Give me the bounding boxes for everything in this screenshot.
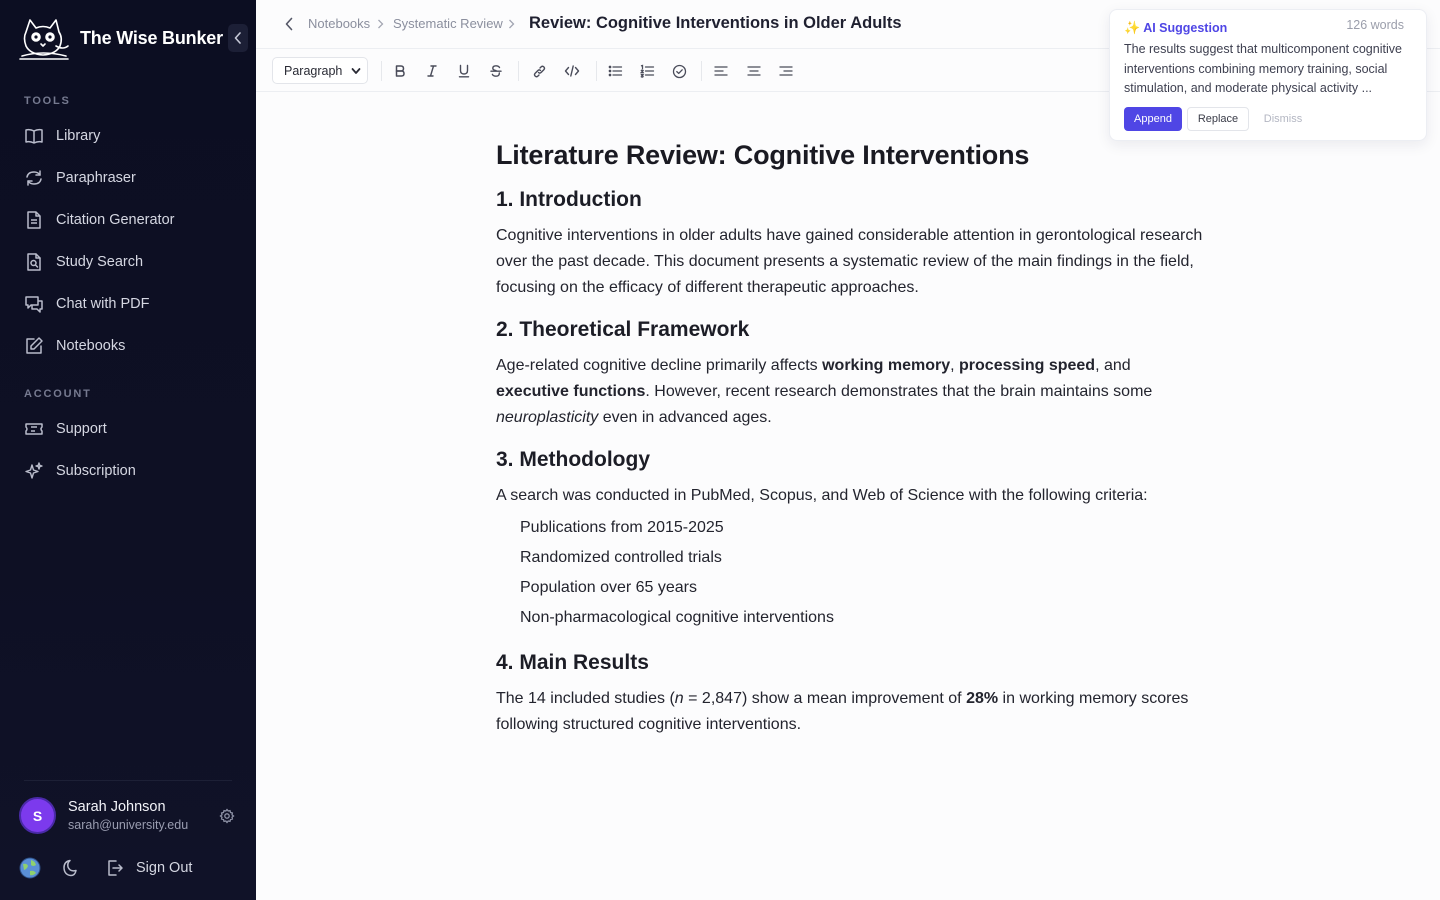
text-run: The 14 included studies ( — [496, 690, 675, 707]
sign-out-button[interactable] — [106, 857, 192, 879]
bullet-list-icon — [608, 64, 623, 78]
sparkles-icon: ✨ — [1124, 20, 1141, 35]
code-icon — [564, 64, 580, 78]
section-paragraph — [496, 353, 1206, 431]
section-heading: 1. Introduction — [496, 188, 642, 211]
block-type-select[interactable] — [272, 57, 368, 84]
gear-icon[interactable] — [219, 808, 235, 824]
sidebar-item-label: Support — [56, 421, 107, 437]
list-item: Non-pharmacological cognitive interventions — [520, 609, 834, 626]
user-email: sarah@university.edu — [68, 818, 189, 832]
file-search-icon — [24, 252, 44, 272]
append-button[interactable]: Append — [1124, 107, 1182, 131]
bold-text: processing speed — [959, 357, 1096, 374]
book-icon — [24, 126, 44, 146]
section-heading: 4. Main Results — [496, 651, 649, 674]
sidebar-item-paraphraser[interactable] — [16, 160, 240, 196]
italic-button[interactable] — [421, 60, 443, 82]
sidebar-item-chat-with-pdf[interactable] — [16, 286, 240, 322]
ai-suggestion-title: AI Suggestion — [1143, 21, 1228, 35]
section-paragraph — [496, 686, 1206, 738]
sidebar-item-label: Library — [56, 128, 101, 144]
edit-icon — [24, 336, 44, 356]
back-button[interactable] — [280, 14, 298, 34]
text-run: Age-related cognitive decline primarily affects — [496, 357, 823, 374]
section-heading: 3. Methodology — [496, 448, 650, 471]
list-item: Population over 65 years — [520, 579, 697, 596]
task-list-button[interactable] — [668, 60, 690, 82]
user-profile[interactable] — [19, 797, 239, 835]
toolbar-divider — [596, 61, 597, 81]
sidebar-item-citation-generator[interactable] — [16, 202, 240, 238]
align-left-icon — [714, 65, 728, 77]
sign-out-label: Sign Out — [136, 860, 193, 876]
text-run: , and — [1095, 357, 1131, 374]
sidebar — [0, 0, 256, 900]
sidebar-item-label: Study Search — [56, 254, 144, 270]
chevron-down-icon — [351, 66, 361, 76]
align-center-button[interactable] — [743, 60, 765, 82]
sidebar-item-label: Citation Generator — [56, 212, 175, 228]
text-run: = 2,847) show a mean improvement of — [683, 690, 967, 707]
sidebar-item-label: Chat with PDF — [56, 296, 150, 312]
list-item: Publications from 2015-2025 — [520, 519, 724, 536]
ticket-icon — [24, 419, 44, 439]
sidebar-item-support[interactable] — [16, 411, 240, 447]
replace-button[interactable]: Replace — [1187, 107, 1249, 131]
chat-icon — [24, 294, 44, 314]
ai-suggestion-text: The results suggest that multicomponent cognitive interventions combining memory training, social stimulation, and moderate physical activity ... — [1124, 42, 1402, 95]
check-circle-icon — [672, 64, 687, 79]
dismiss-button[interactable]: Dismiss — [1263, 113, 1303, 125]
bold-text: working memory — [822, 357, 951, 374]
numbered-list-button[interactable] — [636, 60, 658, 82]
avatar: S — [19, 797, 56, 834]
account-section-label: ACCOUNT — [24, 388, 92, 400]
list-item: Randomized controlled trials — [520, 549, 722, 566]
sparkles-icon — [24, 461, 44, 481]
sidebar-item-subscription[interactable] — [16, 453, 240, 489]
sidebar-item-label: Notebooks — [56, 338, 126, 354]
logout-icon — [106, 859, 124, 877]
section-paragraph: Cognitive interventions in older adults have gained considerable attention in gerontological research over the past decade. This document presents a systematic review of the main findings in the field, focusing on the efficacy of different therapeutic approaches. — [496, 227, 1203, 296]
refresh-icon — [24, 168, 44, 188]
chevron-left-icon — [284, 17, 294, 31]
text-run: in working memory scores following structured cognitive interventions. — [496, 690, 1189, 733]
strikethrough-button[interactable] — [485, 60, 507, 82]
sidebar-item-label: Subscription — [56, 463, 136, 479]
bold-button[interactable] — [389, 60, 411, 82]
align-right-button[interactable] — [775, 60, 797, 82]
brand[interactable] — [16, 16, 223, 60]
sidebar-item-study-search[interactable] — [16, 244, 240, 280]
bold-text: executive functions — [496, 383, 646, 400]
strikethrough-icon — [489, 64, 503, 78]
document-editor[interactable] — [496, 138, 1206, 753]
italic-text: n — [674, 690, 684, 707]
page-title: Review: Cognitive Interventions in Older Adults — [529, 14, 902, 32]
align-right-icon — [779, 65, 793, 77]
breadcrumb-notebooks[interactable]: Notebooks — [308, 16, 371, 31]
moon-icon[interactable] — [61, 858, 81, 878]
chevron-right-icon — [505, 16, 517, 32]
sidebar-item-label: Paraphraser — [56, 170, 136, 186]
section-paragraph: A search was conducted in PubMed, Scopus, and Web of Science with the following criteria: — [496, 487, 1148, 504]
sidebar-item-notebooks[interactable] — [16, 328, 240, 364]
app-name: The Wise Bunker — [80, 27, 223, 48]
text-run: . However, recent research demonstrates that the brain maintains some — [645, 383, 1153, 400]
italic-icon — [425, 64, 439, 78]
sidebar-footer — [19, 856, 239, 880]
bold-icon — [393, 64, 407, 78]
toolbar-divider — [701, 61, 702, 81]
bullet-list-button[interactable] — [604, 60, 626, 82]
link-icon — [532, 64, 547, 79]
toolbar-divider — [381, 61, 382, 81]
block-type-value: Paragraph — [284, 63, 343, 78]
wise-cat-logo-icon — [16, 16, 70, 60]
tools-section-label: TOOLS — [24, 95, 71, 107]
document-title: Literature Review: Cognitive Interventions — [496, 140, 1030, 170]
section-heading: 2. Theoretical Framework — [496, 318, 750, 341]
criteria-list — [520, 513, 1206, 633]
underline-icon — [457, 64, 471, 78]
globe-icon[interactable] — [19, 857, 41, 879]
ai-suggestion-header — [1124, 20, 1227, 36]
chevron-right-icon — [374, 16, 386, 32]
user-name: Sarah Johnson — [68, 799, 166, 815]
document-icon — [24, 210, 44, 230]
text-run: even in advanced ages. — [598, 409, 772, 426]
chevron-left-icon — [233, 32, 243, 44]
numbered-list-icon — [640, 64, 655, 78]
link-button[interactable] — [528, 60, 550, 82]
breadcrumb-systematic-review[interactable]: Systematic Review — [393, 16, 503, 31]
align-left-button[interactable] — [710, 60, 732, 82]
sidebar-item-library[interactable] — [16, 118, 240, 154]
collapse-sidebar-button[interactable] — [228, 24, 248, 52]
text-run: , — [950, 357, 960, 374]
underline-button[interactable] — [453, 60, 475, 82]
toolbar-divider — [518, 61, 519, 81]
sidebar-divider — [24, 780, 232, 781]
italic-text: neuroplasticity — [496, 409, 599, 426]
ai-suggestion-card — [1109, 9, 1427, 141]
bold-text: 28% — [966, 690, 999, 707]
code-button[interactable] — [561, 60, 583, 82]
word-count: 126 words — [1346, 18, 1404, 32]
align-center-icon — [747, 65, 761, 77]
